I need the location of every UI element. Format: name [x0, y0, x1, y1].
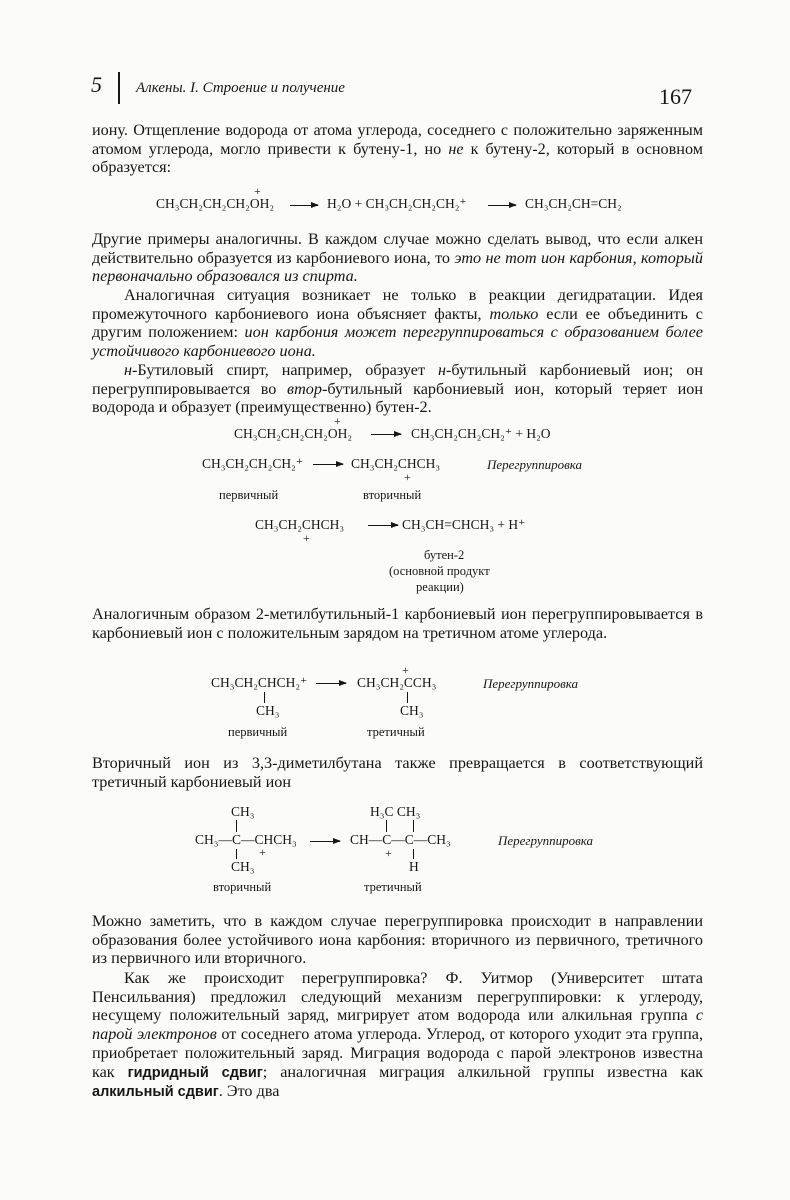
rearrangement-label: Перегруппировка: [487, 457, 582, 472]
paragraph-4: н-Бутиловый спирт, например, образует н-бутильный карбониевый ион; он перегруппировывается во втор-бутильный карбониевый ион, который теряет ион водорода и образует (преимущественно) бутен-2.: [92, 361, 704, 417]
formula-protonated-butanol: CH₃CH₂CH₂CH₂OH₂: [234, 426, 353, 441]
charge-plus: +: [334, 414, 341, 428]
paragraph-6: Вторичный ион из 3,3-диметилбутана также превращается в соответствующий третичный карбониевый ион: [92, 754, 703, 791]
formula-secondary-ion: CH₃—C—CHCH₃: [195, 832, 297, 847]
bond-line: [236, 849, 237, 859]
charge-plus: +: [254, 184, 261, 198]
label-primary: первичный: [228, 725, 288, 739]
reaction-arrow: [313, 464, 343, 465]
bond-line: [386, 820, 387, 832]
formula-hydrogen: H: [409, 859, 419, 874]
product-note: реакции): [416, 580, 464, 594]
label-secondary: вторичный: [213, 880, 272, 894]
product-note: (основной продукт: [389, 564, 490, 578]
reaction-arrow: [371, 434, 401, 435]
paragraph-3: Аналогичная ситуация возникает не только в реакции дегидратации. Идея промежуточного карбониевого иона объясняет факты, только если ее объединить с другим положением: ион карбония может перегруппироваться с образованием более устойчивого карбониевого иона.: [92, 286, 703, 361]
formula-methyl: CH₃: [231, 804, 255, 819]
formula-primary-ion: CH₃CH₂CHCH₂⁺: [211, 675, 308, 690]
formula-methyls: H₃C CH₃: [370, 804, 421, 819]
bond-line: [407, 692, 408, 703]
charge-plus: +: [303, 531, 310, 545]
reaction-arrow: [290, 205, 318, 206]
reaction-arrow: [368, 525, 398, 526]
formula-methyl: CH₃: [400, 703, 424, 718]
formula-water-primary-ion: H₂O + CH₃CH₂CH₂CH₂⁺: [327, 196, 467, 211]
formula-primary-ion-water: CH₃CH₂CH₂CH₂⁺ + H₂O: [411, 426, 551, 441]
paragraph-2: Другие примеры аналогичны. В каждом случае можно сделать вывод, что если алкен действительно образуется из карбониевого иона, то это не тот ион карбония, который первоначально образовался из спирта.: [92, 230, 703, 286]
chapter-number: 5: [91, 72, 102, 97]
bond-line: [413, 820, 414, 832]
formula-secondary-ion: CH₃CH₂CHCH₃: [351, 456, 441, 471]
label-secondary: вторичный: [363, 488, 422, 502]
formula-tertiary-ion: CH—C—C—CH₃: [350, 832, 451, 847]
label-primary: первичный: [219, 488, 279, 502]
rearrangement-label: Перегруппировка: [498, 833, 593, 848]
page-number: 167: [659, 84, 692, 109]
formula-methyl: CH₃: [256, 703, 280, 718]
reaction-arrow: [488, 205, 516, 206]
paragraph-5: Аналогичным образом 2-метилбутильный-1 карбониевый ион перегруппировывается в карбониевый ион с положительным зарядом на третичном атоме углерода.: [92, 605, 703, 642]
charge-plus: +: [385, 846, 392, 860]
paragraph-8: Как же происходит перегруппировка? Ф. Уитмор (Университет штата Пенсильвания) предложил следующий механизм перегруппировки: к углероду, несущему положительный заряд, мигрирует атом водорода или алкильная группа с парой электронов от соседнего атома углерода. Углерод, от которого уходит эта группа, приобретает положительный заряд. Миграция водорода с парой электронов известна как гидридный сдвиг; аналогичная миграция алкильной группы известна как алкильный сдвиг. Это два: [92, 969, 703, 1101]
product-name: бутен-2: [424, 548, 465, 562]
charge-plus: +: [404, 470, 411, 484]
bond-line: [264, 692, 265, 703]
charge-plus: +: [259, 845, 266, 859]
reaction-arrow: [310, 841, 340, 842]
formula-methyl: CH₃: [231, 859, 255, 874]
formula-secondary-ion: CH₃CH₂CHCH₃: [255, 517, 345, 532]
chapter-title: Алкены. I. Строение и получение: [136, 80, 345, 96]
reaction-arrow: [316, 683, 346, 684]
formula-butanol-protonated: CH₃CH₂CH₂CH₂OH₂: [156, 196, 275, 211]
formula-tertiary-ion: CH₃CH₂CCH₃: [357, 675, 437, 690]
bond-line: [413, 849, 414, 859]
rearrangement-label: Перегруппировка: [483, 676, 578, 691]
label-tertiary: третичный: [364, 880, 422, 894]
charge-plus: +: [402, 663, 409, 677]
header-divider: [118, 72, 120, 104]
paragraph-1: иону. Отщепление водорода от атома углерода, соседнего с положительно заряженным атомом углерода, могло привести к бутену-1, но не к бутену-2, который в основном образуется:: [92, 121, 703, 177]
label-tertiary: третичный: [367, 725, 425, 739]
bond-line: [236, 820, 237, 832]
formula-butene-2: CH₃CH=CHCH₃ + H⁺: [402, 517, 526, 532]
formula-butene-1: CH₃CH₂CH=CH₂: [525, 196, 622, 211]
paragraph-7: Можно заметить, что в каждом случае перегруппировка происходит в направлении образования более устойчивого иона карбония: вторичного из первичного, третичного из первичного или вторичного.: [92, 912, 703, 968]
formula-primary-ion: CH₃CH₂CH₂CH₂⁺: [202, 456, 303, 471]
